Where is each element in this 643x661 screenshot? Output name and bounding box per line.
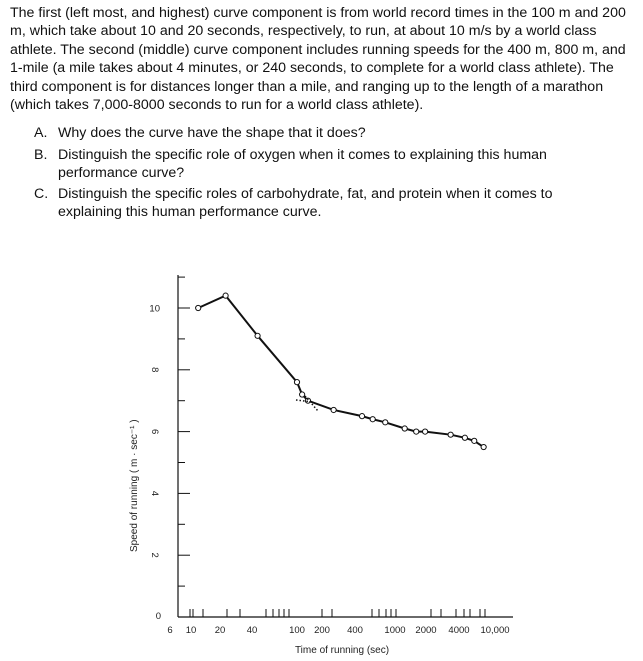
y-tick-label: 6 (149, 428, 160, 435)
data-point (448, 432, 453, 437)
x-tick-label: 1000 (384, 625, 406, 636)
x-tick-label: 6 (167, 625, 173, 636)
x-tick-label: 2000 (415, 625, 437, 636)
x-tick-label: 400 (347, 625, 363, 636)
data-point (481, 444, 486, 449)
x-tick-label: 10,000 (480, 625, 510, 636)
y-tick-label: 8 (149, 367, 160, 373)
intro-paragraph: The first (left most, and highest) curve component is from world record times in the 100 m and 200 m, which take about 10 and 20 seconds, respectively, to run, at about 10 m/s by a world class athlete. The second (middle) curve component includes running speeds for the 400 m, 800 m, and 1-mile (a mile takes about 4 minutes, or 240 seconds, to complete for a world class athlete). The third component is for distances longer than a mile, and ranging up to the length of a marathon (which takes 7,000-8000 seconds to run for a world class athlete). (10, 5, 626, 114)
data-point (331, 407, 336, 412)
y-tick-label: 0 (155, 611, 161, 622)
x-tick-label: 20 (214, 625, 226, 636)
data-point (294, 380, 299, 385)
data-point (255, 333, 260, 338)
question-b-label: B. (34, 147, 48, 163)
data-point (462, 435, 467, 440)
series-line (198, 296, 483, 447)
data-point (223, 293, 228, 298)
data-point (402, 426, 407, 431)
x-tick-label: 10 (185, 625, 197, 636)
question-a-label: A. (34, 125, 48, 141)
question-c-text: Distinguish the specific roles of carbohydrate, fat, and protein when it comes to explaining this human performance curve. (58, 186, 553, 221)
y-axis-label: Speed of running ( m · sec⁻¹ ) (129, 419, 140, 552)
data-point (414, 429, 419, 434)
series-group (196, 293, 487, 450)
x-tick-label: 200 (314, 625, 330, 636)
data-point (370, 417, 375, 422)
data-point (472, 438, 477, 443)
data-point (300, 392, 305, 397)
question-b-text: Distinguish the specific role of oxygen when it comes to explaining this human performance curve? (58, 147, 547, 182)
x-tick-label: 40 (246, 625, 258, 636)
question-a-text: Why does the curve have the shape that it does? (58, 125, 366, 141)
x-ticks (167, 609, 509, 636)
question-c-label: C. (34, 186, 49, 202)
x-axis-label: Time of running (sec) (294, 645, 390, 656)
y-tick-label: 2 (149, 552, 160, 558)
x-tick-label: 4000 (448, 625, 470, 636)
data-point (383, 420, 388, 425)
data-point (359, 414, 364, 419)
y-tick-label: 10 (149, 303, 160, 315)
chart-axes (178, 275, 513, 617)
data-point (423, 429, 428, 434)
x-tick-label: 100 (289, 625, 305, 636)
y-tick-label: 4 (149, 490, 160, 497)
data-point (196, 305, 201, 310)
